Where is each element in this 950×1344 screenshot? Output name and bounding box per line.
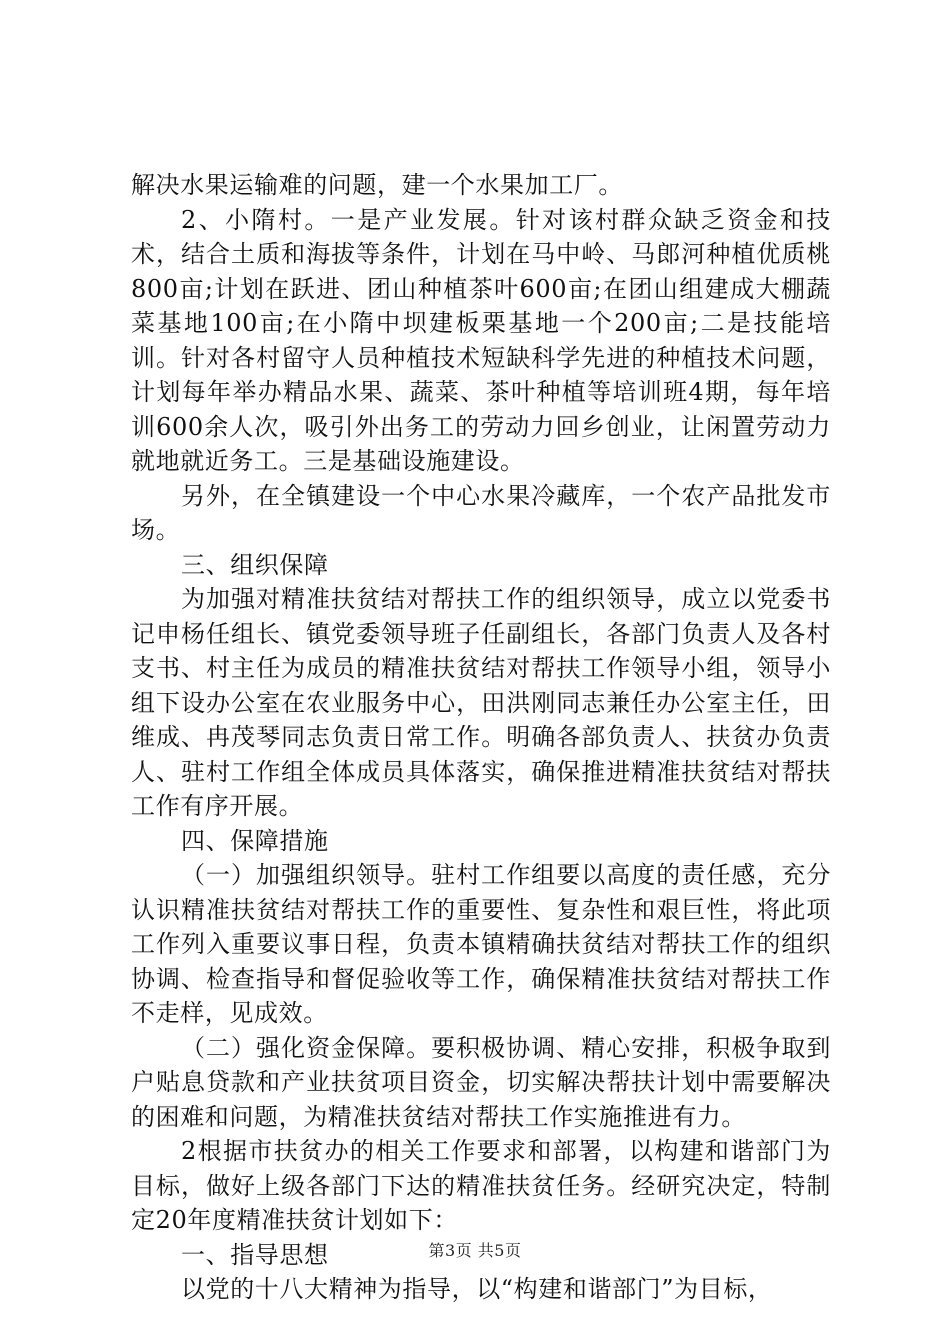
paragraph-7: （一）加强组织领导。驻村工作组要以高度的责任感，充分认识精准扶贫结对帮扶工作的重要性、复杂性和艰巨性，将此项工作列入重要议事日程，负责本镇精确扶贫结对帮扶工作的组织协调、检查指导和督促验收等工作，确保精准扶贫结对帮扶工作不走样，见成效。	[131, 861, 831, 1027]
paragraph-9: 2根据市扶贫办的相关工作要求和部署，以构建和谐部门为目标，做好上级各部门下达的精准扶贫任务。经研究决定，特制定20年度精准扶贫计划如下：	[131, 1137, 831, 1234]
paragraph-1: 解决水果运输难的问题，建一个水果加工厂。	[131, 171, 623, 199]
paragraph-3: 另外，在全镇建设一个中心水果冷藏库，一个农产品批发市场。	[131, 481, 831, 544]
section-heading-guiding-thought: 一、指导思想	[181, 1240, 329, 1269]
paragraph-11: 以党的十八大精神为指导，以“构建和谐部门”为目标，	[181, 1275, 773, 1303]
paragraph-8: （二）强化资金保障。要积极协调、精心安排，积极争取到户贴息贷款和产业扶贫项目资金，切实解决帮扶计划中需要解决的困难和问题，为精准扶贫结对帮扶工作实施推进有力。	[131, 1033, 831, 1131]
section-heading-measures: 四、保障措施	[181, 826, 329, 855]
page-number-footer: 第3页 共5页	[428, 1241, 522, 1260]
section-heading-organization: 三、组织保障	[181, 550, 329, 579]
paragraph-2: 2、小隋村。一是产业发展。针对该村群众缺乏资金和技术，结合土质和海拔等条件，计划在马中岭、马郎河种植优质桃800亩;计划在跃进、团山种植茶叶600亩;在团山组建成大棚蔬菜基地100亩;在小隋中坝建板栗基地一个200亩;二是技能培训。针对各村留守人员种植技术短缺科学先进的种植技术问题，计划每年举办精品水果、蔬菜、茶叶种植等培训班4期，每年培训600余人次，吸引外出务工的劳动力回乡创业，让闲置劳动力就地就近务工。三是基础设施建设。	[131, 205, 831, 475]
paragraph-5: 为加强对精准扶贫结对帮扶工作的组织领导，成立以党委书记申杨任组长、镇党委领导班子任副组长，各部门负责人及各村支书、村主任为成员的精准扶贫结对帮扶工作领导小组，领导小组下设办公室在农业服务中心，田洪刚同志兼任办公室主任，田维成、冉茂琴同志负责日常工作。明确各部负责人、扶贫办负责人、驻村工作组全体成员具体落实，确保推进精准扶贫结对帮扶工作有序开展。	[131, 585, 831, 820]
document-body	[131, 168, 831, 1307]
